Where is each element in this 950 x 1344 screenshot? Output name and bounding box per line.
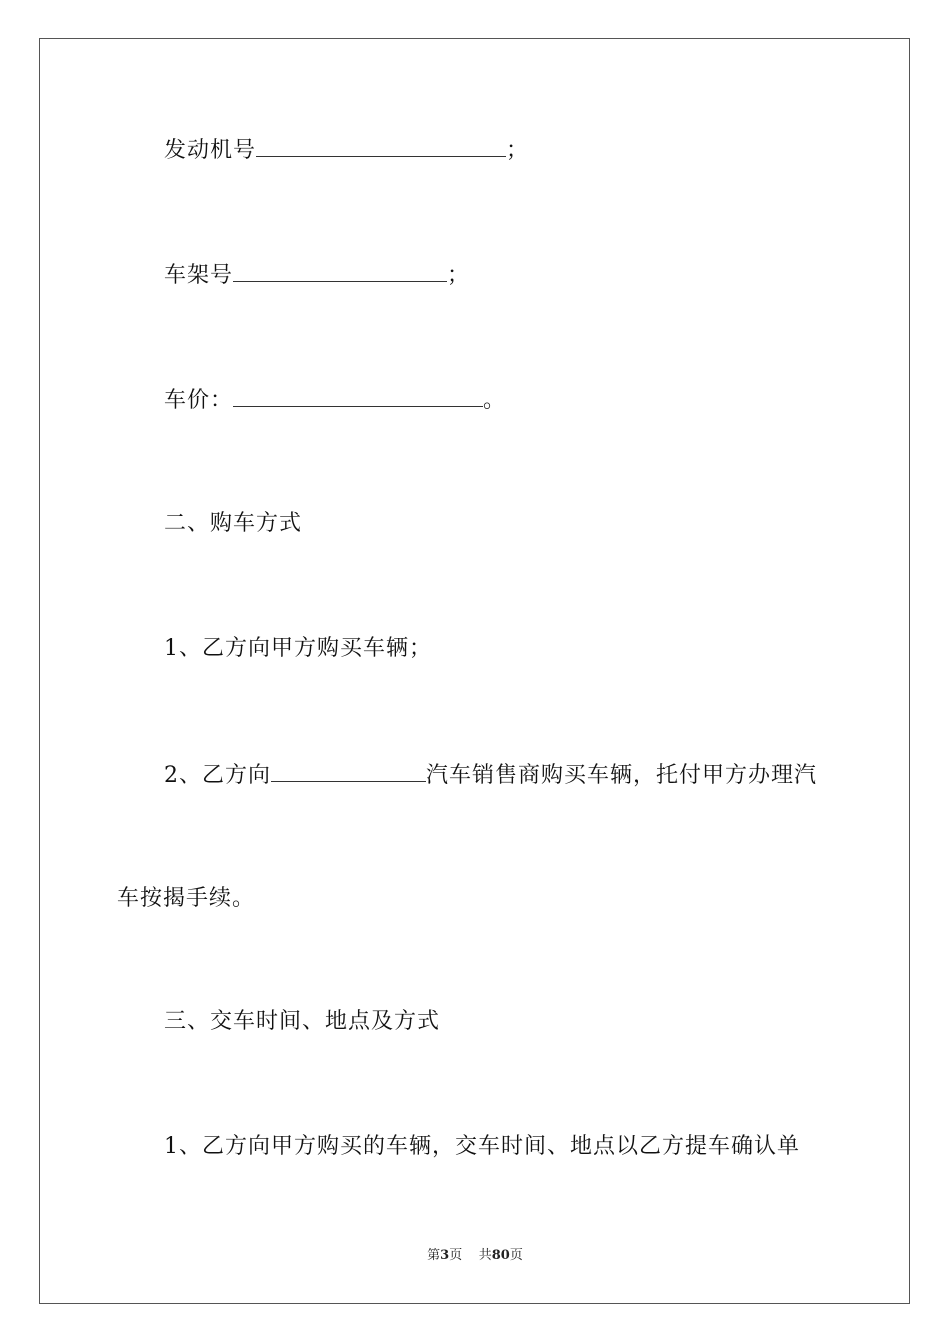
page-current: 3 <box>440 1248 450 1263</box>
page-border <box>39 38 910 1304</box>
engine-number-suffix: ； <box>506 138 530 163</box>
dealer-blank <box>271 759 426 782</box>
page-footer <box>0 1247 950 1265</box>
frame-number-label: 车架号 <box>164 263 234 288</box>
total-prefix: 共 <box>478 1248 492 1263</box>
frame-number-blank <box>233 259 447 282</box>
price-line <box>164 384 506 416</box>
total-suffix: 页 <box>509 1248 523 1263</box>
method-two-suffix: 汽车销售商购买车辆，托付甲方办理汽 <box>426 763 818 788</box>
engine-number-blank <box>256 134 506 157</box>
price-blank <box>233 384 483 407</box>
method-one: 1、乙方向甲方购买车辆； <box>164 636 432 661</box>
engine-number-label: 发动机号 <box>164 138 257 163</box>
engine-number-line <box>164 134 529 166</box>
price-label: 车价： <box>164 388 234 413</box>
section-two-title: 二、购车方式 <box>164 511 303 536</box>
frame-number-suffix: ； <box>447 263 471 288</box>
section-three-title: 三、交车时间、地点及方式 <box>164 1009 441 1034</box>
method-two-prefix: 2、乙方向 <box>164 763 271 788</box>
page-prefix: 第 <box>427 1248 441 1263</box>
method-two-cont: 车按揭手续。 <box>117 886 256 911</box>
delivery-one: 1、乙方向甲方购买的车辆，交车时间、地点以乙方提车确认单 <box>164 1134 800 1159</box>
price-suffix: 。 <box>483 388 507 413</box>
page-suffix: 页 <box>449 1248 463 1263</box>
page-total: 80 <box>491 1248 510 1263</box>
frame-number-line <box>164 259 470 291</box>
method-two-line <box>164 759 817 791</box>
